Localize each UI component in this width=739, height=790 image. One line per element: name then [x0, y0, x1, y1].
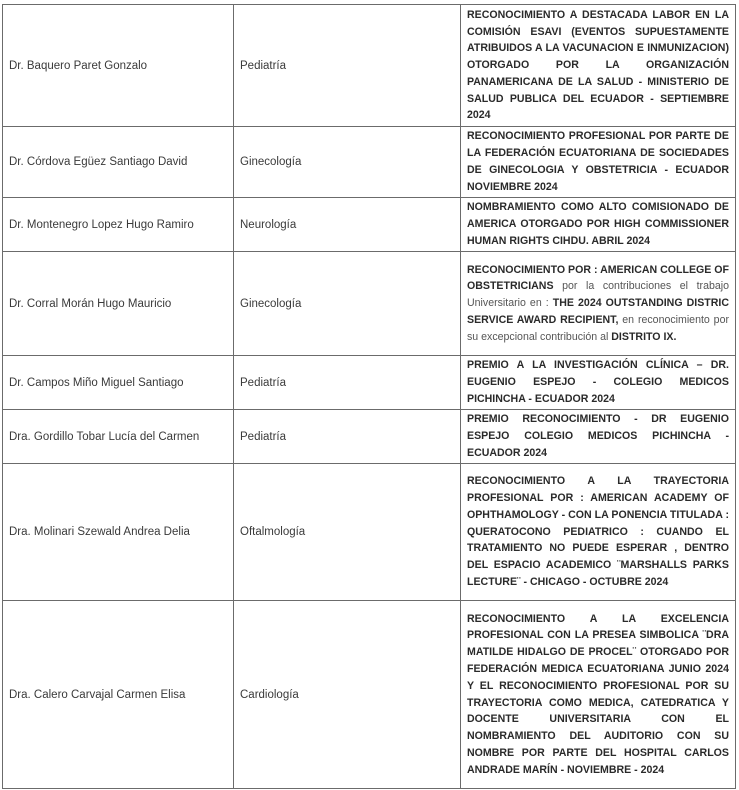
doctor-name: Dr. Corral Morán Hugo Mauricio	[3, 252, 234, 356]
award-text: RECONOCIMIENTO PROFESIONAL POR PARTE DE LA FEDERACIÓN ECUATORIANA DE SOCIEDADES DE GINECOLOGIA Y OBSTETRICIA - ECUADOR NOVIEMBRE 2024	[467, 130, 729, 193]
specialty: Pediatría	[234, 5, 461, 127]
specialty: Oftalmología	[234, 464, 461, 601]
award-text: THE 2024 OUTSTANDING DISTRIC SERVICE AWARD RECIPIENT,	[467, 297, 729, 326]
award-description	[461, 464, 736, 601]
award-text: DISTRITO IX.	[611, 330, 677, 343]
award-text: RECONOCIMIENTO A DESTACADA LABOR EN LA COMISIÓN ESAVI (EVENTOS SUPUESTAMENTE ATRIBUIDOS A LA VACUNACION E INMUNIZACION) OTORGADO POR LA ORGANIZACIÓN PANAMERICANA DE LA SALUD - MINISTERIO DE SALUD PUBLICA DEL ECUADOR - SEPTIEMBRE 2024	[467, 8, 729, 122]
table-row	[3, 127, 736, 198]
award-description	[461, 252, 736, 356]
doctor-name: Dra. Molinari Szewald Andrea Delia	[3, 464, 234, 601]
award-description	[461, 601, 736, 789]
specialty: Pediatría	[234, 410, 461, 464]
award-text: PREMIO RECONOCIMIENTO - DR EUGENIO ESPEJO COLEGIO MEDICOS PICHINCHA - ECUADOR 2024	[467, 413, 729, 459]
table-row	[3, 601, 736, 789]
table-row	[3, 198, 736, 252]
award-description	[461, 356, 736, 410]
table-row	[3, 5, 736, 127]
award-text: RECONOCIMIENTO POR : AMERICAN COLLEGE OF OBSTETRICIANS	[467, 263, 729, 293]
award-text: RECONOCIMIENTO A LA EXCELENCIA PROFESIONAL CON LA PRESEA SIMBOLICA ¨DRA MATILDE HIDALGO DE PROCEL¨ OTORGADO POR FEDERACIÓN MEDICA ECUATORIANA JUNIO 2024 Y EL RECONOCIMIENTO PROFESIONAL POR SU TRAYECTORIA COMO MEDICA, CATEDRATICA Y DOCENTE UNIVERSITARIA CON EL NOMBRAMIENTO DEL AUDITORIO CON SU NOMBRE POR PARTE DEL HOSPITAL CARLOS ANDRADE MARÍN - NOVIEMBRE - 2024	[467, 612, 729, 776]
award-description	[461, 127, 736, 198]
specialty: Pediatría	[234, 356, 461, 410]
award-description	[461, 410, 736, 464]
table-row	[3, 464, 736, 601]
specialty: Cardiología	[234, 601, 461, 789]
doctor-name: Dr. Baquero Paret Gonzalo	[3, 5, 234, 127]
table-row	[3, 410, 736, 464]
award-description	[461, 198, 736, 252]
award-text: NOMBRAMIENTO COMO ALTO COMISIONADO DE AMERICA OTORGADO POR HIGH COMMISSIONER HUMAN RIGHTS CIHDU. ABRIL 2024	[467, 201, 729, 247]
doctor-name: Dra. Calero Carvajal Carmen Elisa	[3, 601, 234, 789]
specialty: Ginecología	[234, 252, 461, 356]
award-description	[461, 5, 736, 127]
doctor-name: Dr. Córdova Egüez Santiago David	[3, 127, 234, 198]
specialty: Neurología	[234, 198, 461, 252]
table-row	[3, 356, 736, 410]
table-row	[3, 252, 736, 356]
awards-table	[2, 4, 736, 789]
doctor-name: Dra. Gordillo Tobar Lucía del Carmen	[3, 410, 234, 464]
doctor-name: Dr. Campos Miño Miguel Santiago	[3, 356, 234, 410]
award-text-plain: en reconocimiento por su excepcional contribución al	[467, 313, 729, 343]
award-text-plain: por la contribuciones el trabajo Universitario en :	[467, 280, 729, 310]
specialty: Ginecología	[234, 127, 461, 198]
award-text: RECONOCIMIENTO A LA TRAYECTORIA PROFESIONAL POR : AMERICAN ACADEMY OF OPHTHAMOLOGY - CON LA PONENCIA TITULADA : QUERATOCONO PEDIATRICO : CUANDO EL TRATAMIENTO NO PUEDE ESPERAR , DENTRO DEL ESPACIO ACADEMICO ¨MARSHALLS PARKS LECTURE¨ - CHICAGO - OCTUBRE 2024	[467, 475, 729, 588]
award-text: PREMIO A LA INVESTIGACIÓN CLÍNICA – DR. EUGENIO ESPEJO - COLEGIO MEDICOS PICHINCHA - ECUADOR 2024	[467, 359, 729, 405]
doctor-name: Dr. Montenegro Lopez Hugo Ramiro	[3, 198, 234, 252]
